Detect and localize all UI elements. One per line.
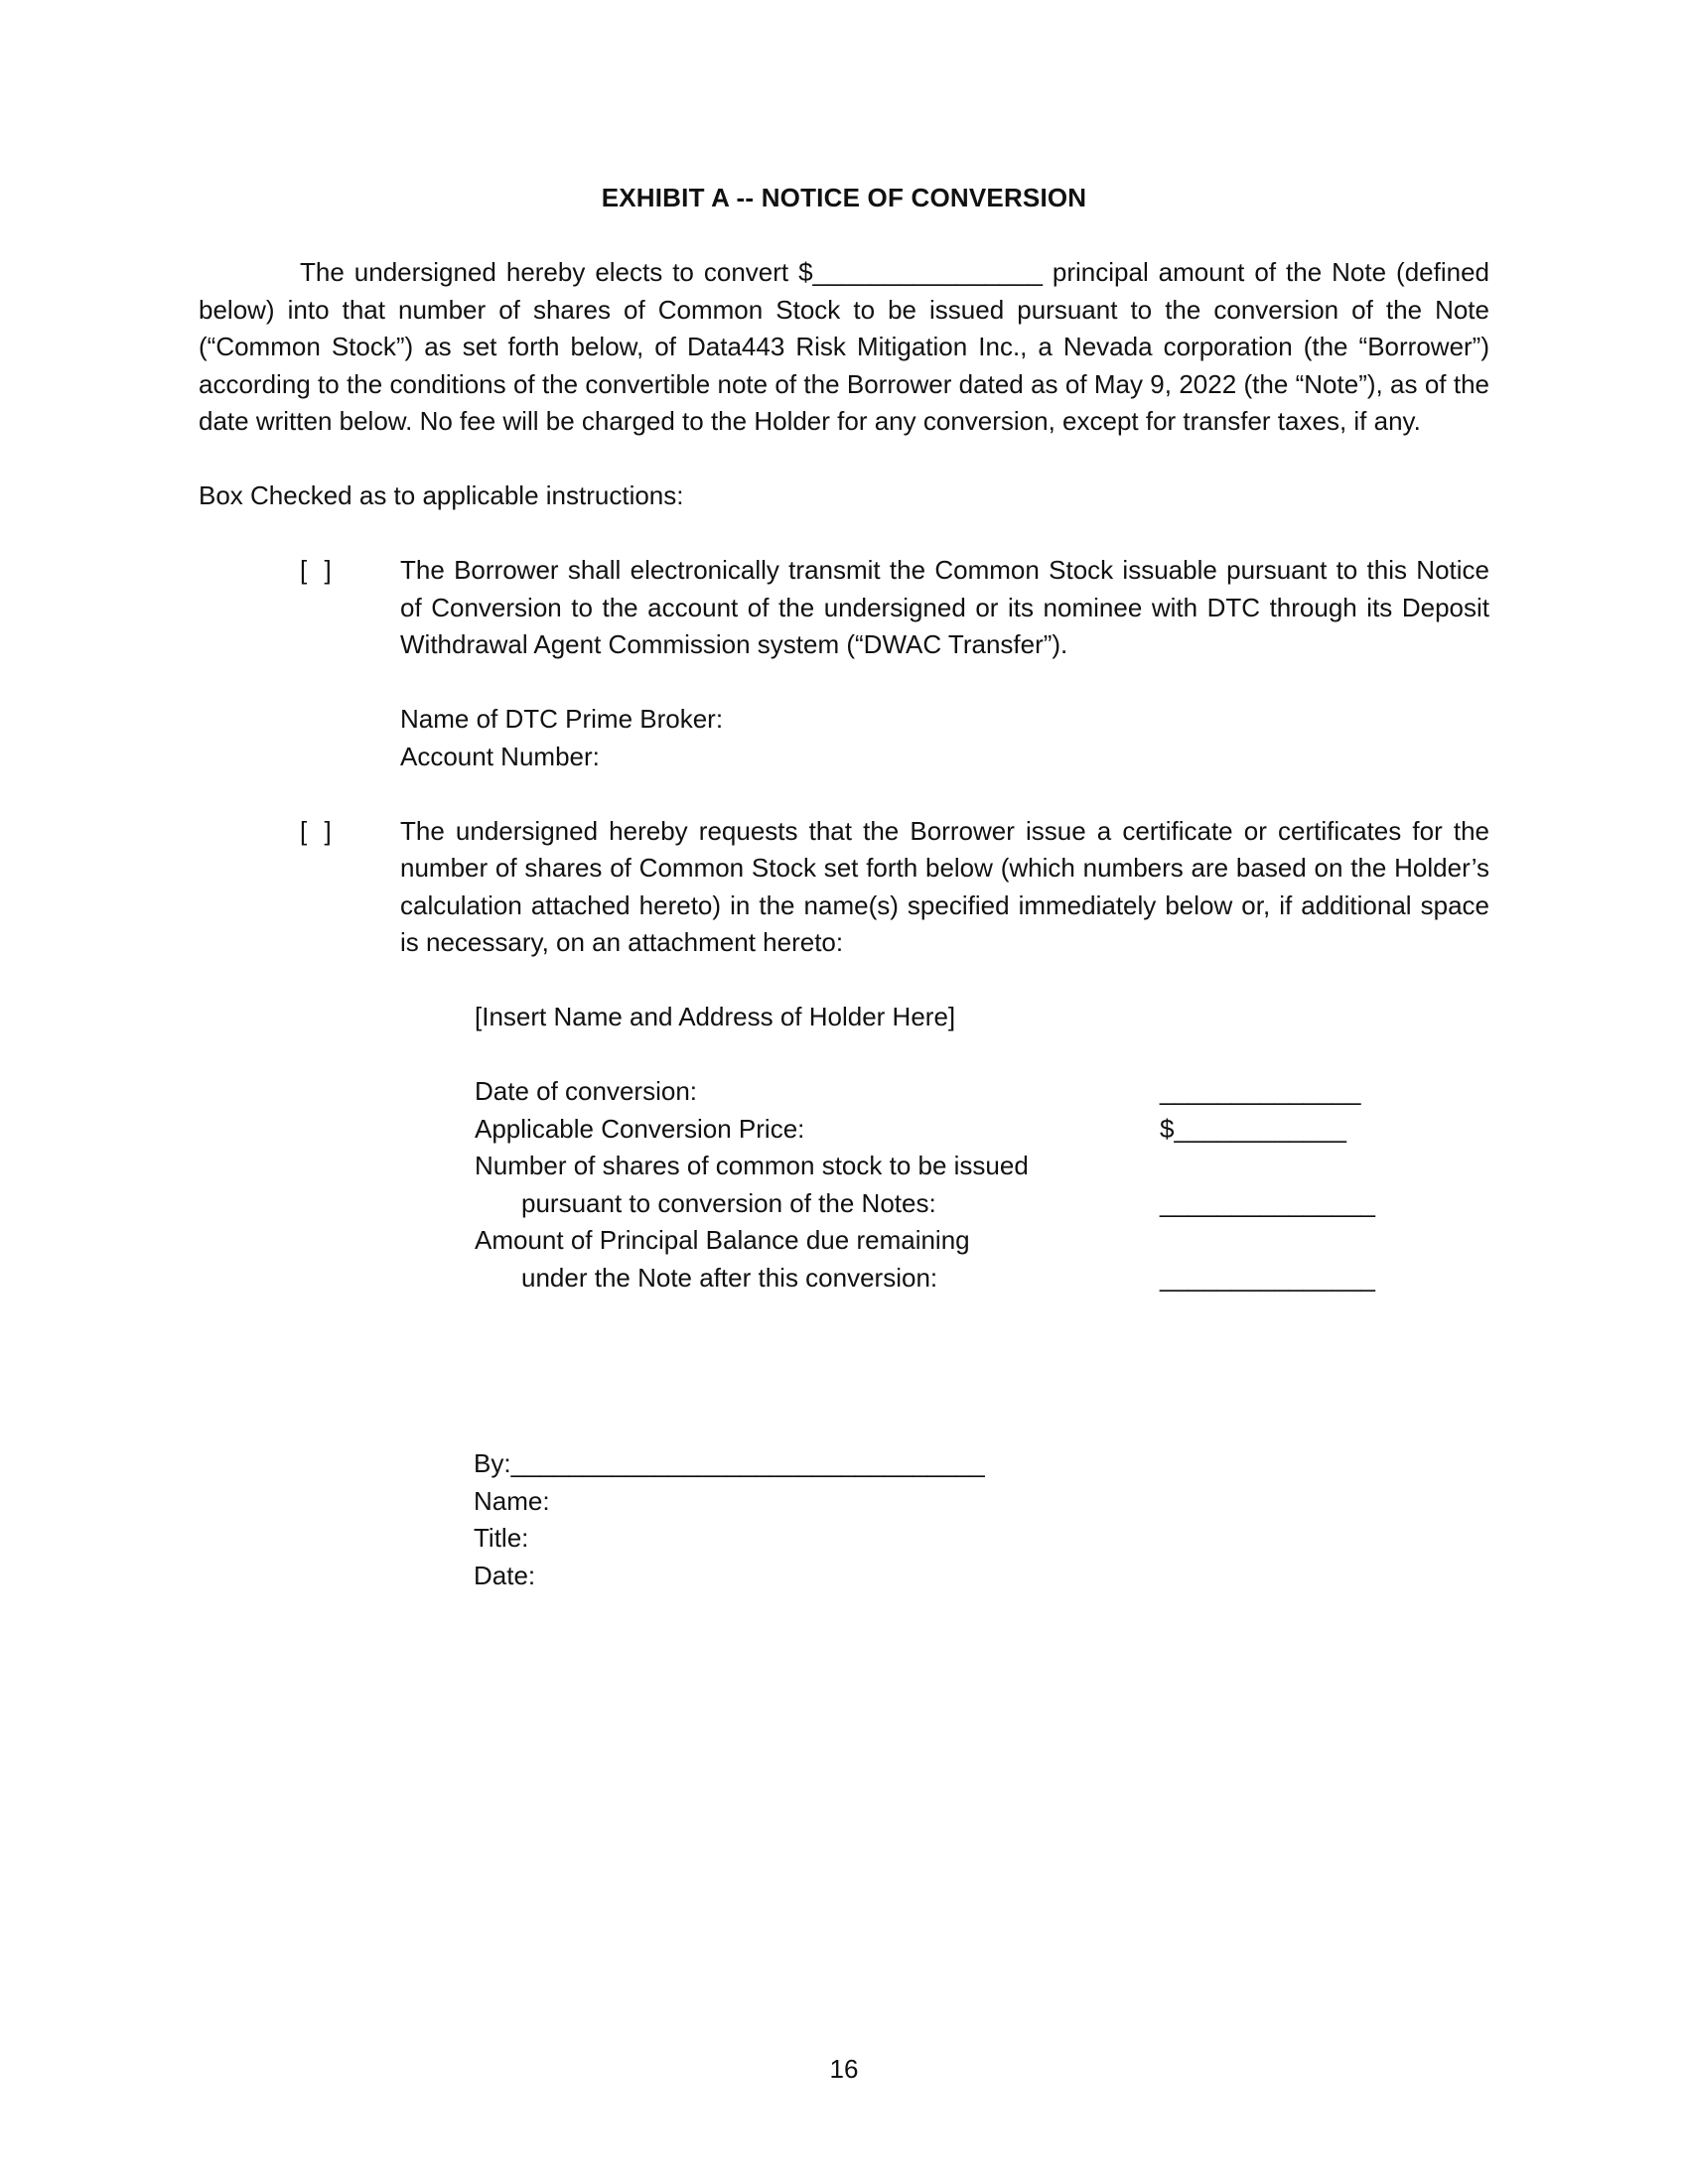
detail-row-principal-line1 (199, 1222, 1489, 1260)
box-checked-label: Box Checked as to applicable instructions: (199, 480, 684, 510)
by-signature-line[interactable]: _________________________________ (510, 1448, 985, 1478)
detail-row-conversion-price (199, 1111, 1489, 1149)
checkbox-certificate[interactable]: [ ] (300, 815, 332, 846)
page-number: 16 (829, 2054, 859, 2084)
conversion-price-blank[interactable]: $____________ (1160, 1113, 1346, 1144)
detail-row-shares-line1 (199, 1148, 1489, 1185)
signature-date-row (474, 1558, 1489, 1595)
detail-row-principal-line2 (199, 1260, 1489, 1297)
intro-paragraph: The undersigned hereby elects to convert $________________ principal amount of the Note (defined below) into that number of shares of Common Stock to be issued pursuant to the conversion of the Note (“Common Stock”) as set forth below, of Data443 Risk Mitigation Inc., a Nevada corporation (the “Borrower”) according to the conditions of the convertible note of the Borrower dated as of May 9, 2022 (the “Note”), as of the date written below. No fee will be charged to the Holder for any conversion, except for transfer taxes, if any. (199, 257, 1489, 436)
checkbox-dwac-text: The Borrower shall electronically transmit the Common Stock issuable pursuant to this Notice of Conversion to the account of the undersigned or its nominee with DTC through its Deposit Withdrawal Agent Commission system (“DWAC Transfer”). (400, 555, 1489, 659)
shares-issued-label-continued: pursuant to conversion of the Notes: (521, 1187, 936, 1218)
checkbox-dwac[interactable]: [ ] (300, 555, 332, 585)
signature-by-row (474, 1445, 1489, 1483)
dtc-prime-broker-label: Name of DTC Prime Broker: (400, 704, 724, 734)
signature-name-row (474, 1483, 1489, 1521)
detail-row-date-of-conversion (199, 1073, 1489, 1111)
title-label: Title: (474, 1523, 529, 1553)
signature-title-row (474, 1520, 1489, 1558)
account-number-label: Account Number: (400, 741, 600, 771)
name-label: Name: (474, 1485, 550, 1516)
by-label: By: (474, 1448, 511, 1478)
conversion-price-label: Applicable Conversion Price: (475, 1113, 805, 1144)
holder-name-address-placeholder: [Insert Name and Address of Holder Here] (475, 1002, 956, 1031)
principal-balance-label: Amount of Principal Balance due remaining (475, 1225, 970, 1255)
date-of-conversion-blank[interactable]: ______________ (1160, 1076, 1361, 1106)
checkbox-item-certificate (199, 813, 1489, 962)
checkbox-item-dwac (199, 552, 1489, 664)
shares-issued-blank[interactable]: _______________ (1160, 1187, 1375, 1218)
detail-row-shares-line2 (199, 1185, 1489, 1223)
shares-issued-label: Number of shares of common stock to be issued (475, 1151, 1029, 1180)
date-label: Date: (474, 1560, 536, 1590)
principal-balance-label-continued: under the Note after this conversion: (521, 1262, 938, 1293)
checkbox-certificate-text: The undersigned hereby requests that the Borrower issue a certificate or certificates for the number of shares of Common Stock set forth below (which numbers are based on the Holder’s calculation attached hereto) in the name(s) specified immediately below or, if additional space is necessary, on an attachment hereto: (400, 815, 1489, 957)
date-of-conversion-label: Date of conversion: (475, 1076, 698, 1106)
page-title: EXHIBIT A -- NOTICE OF CONVERSION (601, 183, 1087, 212)
principal-balance-blank[interactable]: _______________ (1160, 1262, 1375, 1293)
